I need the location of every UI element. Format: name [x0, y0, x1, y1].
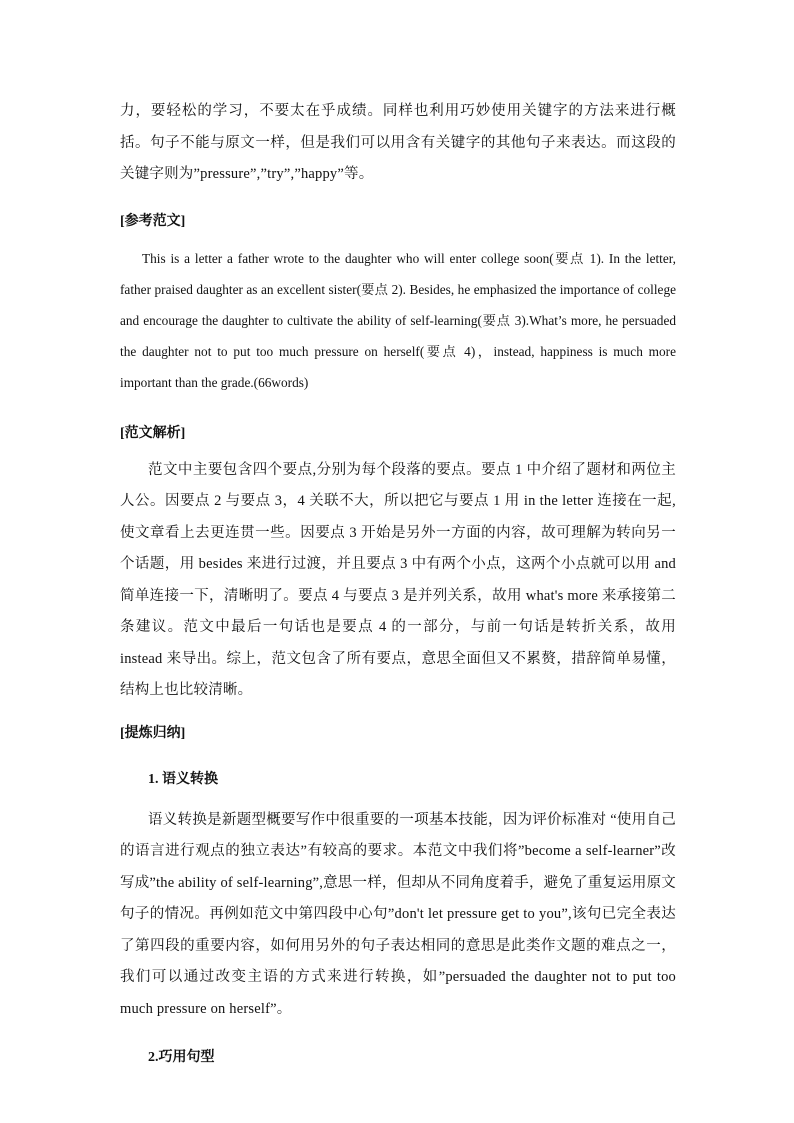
document-content: [120, 96, 676, 1069]
semantic-conversion-text: 语义转换是新题型概要写作中很重要的一项基本技能，因为评价标准对 “使用自己的语言进行观点的独立表达”有较高的要求。本范文中我们将”become a self-learner”改写成”the ability of self-learning”,意思一样，但却从不同角度着手，避免了重复运用原文句子的情况。再例如范文中第四段中心句”don't let pressure get to you”,该句已完全表达了第四段的重要内容，如何用另外的句子表达相同的意思是此类作文题的难点之一，我们可以通过改变主语的方式来进行转换，如”persuaded the daughter not to put too much pressure on herself”。: [120, 811, 676, 1017]
subsection-sentence-patterns-title: 2.巧用句型: [148, 1050, 215, 1066]
summary-heading: [提炼归纳]: [120, 725, 186, 741]
essay-analysis-heading: [范文解析]: [120, 425, 186, 441]
subsection-semantic-conversion-title: 1. 语义转换: [148, 771, 218, 787]
reference-essay-heading: [参考范文]: [120, 213, 186, 229]
reference-essay-text: This is a letter a father wrote to the daughter who will enter college soon(要点 1). In the letter, father praised daughter as an excellent sister(要点 2). Besides, he emphasized the importance of college and encourage the daughter to cultivate the ability of self-learning(要点 3).What’s more, he persuaded the daughter not to put too much pressure on herself(要点 4)，instead, happiness is much more important than the grade.(66words): [120, 250, 676, 391]
intro-paragraph: 力，要轻松的学习，不要太在乎成绩。同样也利用巧妙使用关键字的方法来进行概括。句子不能与原文一样，但是我们可以用含有关键字的其他句子来表达。而这段的关键字则为”pressure”,”try”,”happy”等。: [120, 103, 676, 182]
essay-analysis-text: 范文中主要包含四个要点,分别为每个段落的要点。要点 1 中介绍了题材和两位主人公。因要点 2 与要点 3，4 关联不大，所以把它与要点 1 用 in the letter 连接在一起,使文章看上去更连贯一些。因要点 3 开始是另外一方面的内容，故可理解为转向另一个话题，用 besides 来进行过渡，并且要点 3 中有两个小点，这两个小点就可以用 and 简单连接一下，清晰明了。要点 4 与要点 3 是并列关系，故用 what's more 来承接第二条建议。范文中最后一句话也是要点 4 的一部分，与前一句话是转折关系，故用 instead 来导出。综上，范文包含了所有要点，意思全面但又不累赘，措辞简单易懂，结构上也比较清晰。: [120, 461, 676, 699]
